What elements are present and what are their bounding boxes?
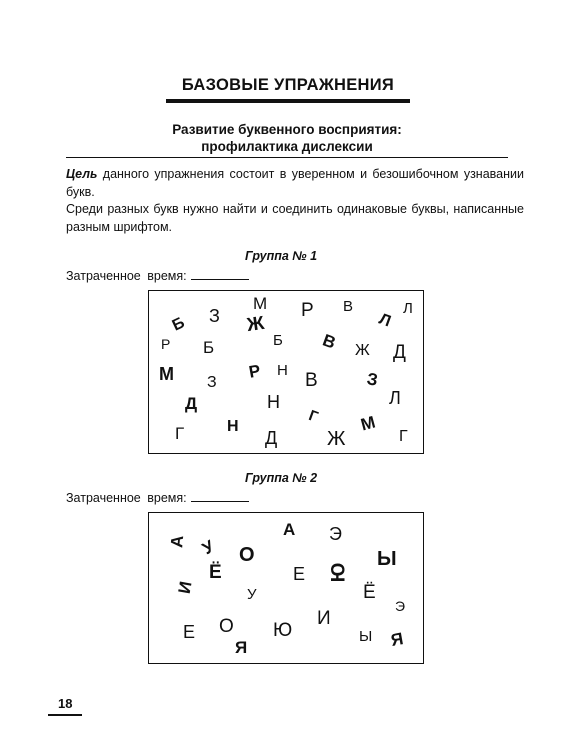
group-2-letter[interactable]: Ё	[363, 582, 376, 603]
group-2-letter[interactable]: Е	[293, 564, 306, 584]
group-1-letter[interactable]: Б	[169, 314, 188, 335]
group-1-letter[interactable]: З	[207, 374, 217, 391]
group-1-letter[interactable]: Р	[301, 300, 314, 321]
group-1-letter[interactable]: Ж	[327, 428, 346, 450]
group-1-letter[interactable]: Д	[393, 342, 406, 363]
group-1-letter[interactable]: Г	[306, 407, 321, 426]
group-1-letter[interactable]: Р	[247, 361, 262, 382]
group-1-letter[interactable]: В	[320, 330, 339, 353]
group-1-title: Группа № 1	[244, 249, 318, 263]
group-1-letter[interactable]: Д	[265, 428, 278, 448]
group-2-letter[interactable]: Е	[183, 622, 196, 642]
exercise-subtitle	[66, 121, 508, 155]
group-1-letter[interactable]: З	[365, 369, 380, 390]
group-1-letter[interactable]: Б	[203, 338, 215, 357]
group-1-letter[interactable]: Л	[403, 300, 413, 317]
subtitle-line-1: Развитие буквенного восприятия:	[172, 122, 402, 137]
group-1-letter[interactable]: Л	[376, 310, 393, 331]
group-1-letter[interactable]: Ж	[245, 312, 266, 337]
group-1-letter[interactable]: Б	[273, 332, 283, 349]
group-2-time-label: Затраченное время:	[66, 491, 187, 505]
group-1-letter[interactable]: Ж	[355, 342, 370, 359]
group-2-time-blank[interactable]	[191, 491, 249, 502]
group-2-letter[interactable]: И	[317, 608, 331, 629]
group-2-letter[interactable]: Я	[235, 638, 248, 657]
group-2-letter[interactable]: Э	[395, 598, 406, 614]
group-1-time-blank[interactable]	[191, 269, 249, 280]
group-2-letter[interactable]: О	[219, 616, 234, 637]
group-2-letter[interactable]: Э	[329, 524, 342, 544]
group-1-letter[interactable]: В	[305, 370, 318, 391]
group-2-letter-box	[148, 512, 424, 664]
group-2-letter[interactable]: О	[239, 544, 255, 566]
group-1-time-label: Затраченное время:	[66, 269, 187, 283]
group-1-letter-box	[148, 290, 424, 454]
group-1-time	[66, 269, 249, 283]
group-1-letter[interactable]: В	[343, 298, 354, 315]
group-1-letter[interactable]: М	[159, 364, 174, 384]
group-2-letter[interactable]: Ю	[273, 620, 293, 641]
group-2-letter[interactable]: А	[167, 534, 188, 549]
section-title: БАЗОВЫЕ УПРАЖНЕНИЯ	[166, 76, 410, 103]
group-1-letter[interactable]: М	[358, 412, 378, 435]
subtitle-rule	[66, 157, 508, 158]
goal-paragraph	[66, 166, 524, 201]
group-2-letter[interactable]: Ё	[209, 562, 222, 583]
group-2-letter[interactable]: У	[198, 536, 218, 559]
group-2-letter[interactable]: Я	[389, 629, 405, 650]
group-1-letter[interactable]: З	[209, 306, 220, 326]
page-number: 18	[48, 696, 82, 716]
group-2-letter[interactable]: Ы	[359, 628, 373, 645]
group-1-letter[interactable]: Р	[161, 336, 171, 352]
group-2-time	[66, 491, 249, 505]
group-2-letter[interactable]: Ы	[377, 548, 397, 570]
group-2-title: Группа № 2	[244, 471, 318, 485]
group-2-letter[interactable]: У	[247, 586, 257, 603]
group-1-letter[interactable]: Н	[277, 362, 288, 379]
group-1-letter[interactable]: Г	[399, 428, 408, 445]
group-2-letter[interactable]: И	[174, 579, 196, 596]
instruction-paragraph: Среди разных букв нужно найти и соединить одинаковые буквы, написанные разным шрифтом.	[66, 202, 524, 234]
goal-label: Цель	[66, 167, 98, 181]
group-1-letter[interactable]: Н	[227, 418, 239, 435]
group-1-letter[interactable]: М	[253, 294, 268, 313]
group-2-letter[interactable]: А	[283, 520, 296, 539]
group-1-letter[interactable]: Г	[175, 424, 185, 443]
subtitle-line-2: профилактика дислексии	[201, 139, 373, 154]
group-2-letter[interactable]: Ю	[328, 562, 350, 583]
group-1-letter[interactable]: Д	[185, 394, 198, 413]
goal-text: данного упражнения состоит в уверенном и безошибочном узнавании букв.	[66, 167, 524, 199]
group-1-letter[interactable]: Н	[267, 392, 280, 412]
group-1-letter[interactable]: Л	[389, 388, 401, 408]
